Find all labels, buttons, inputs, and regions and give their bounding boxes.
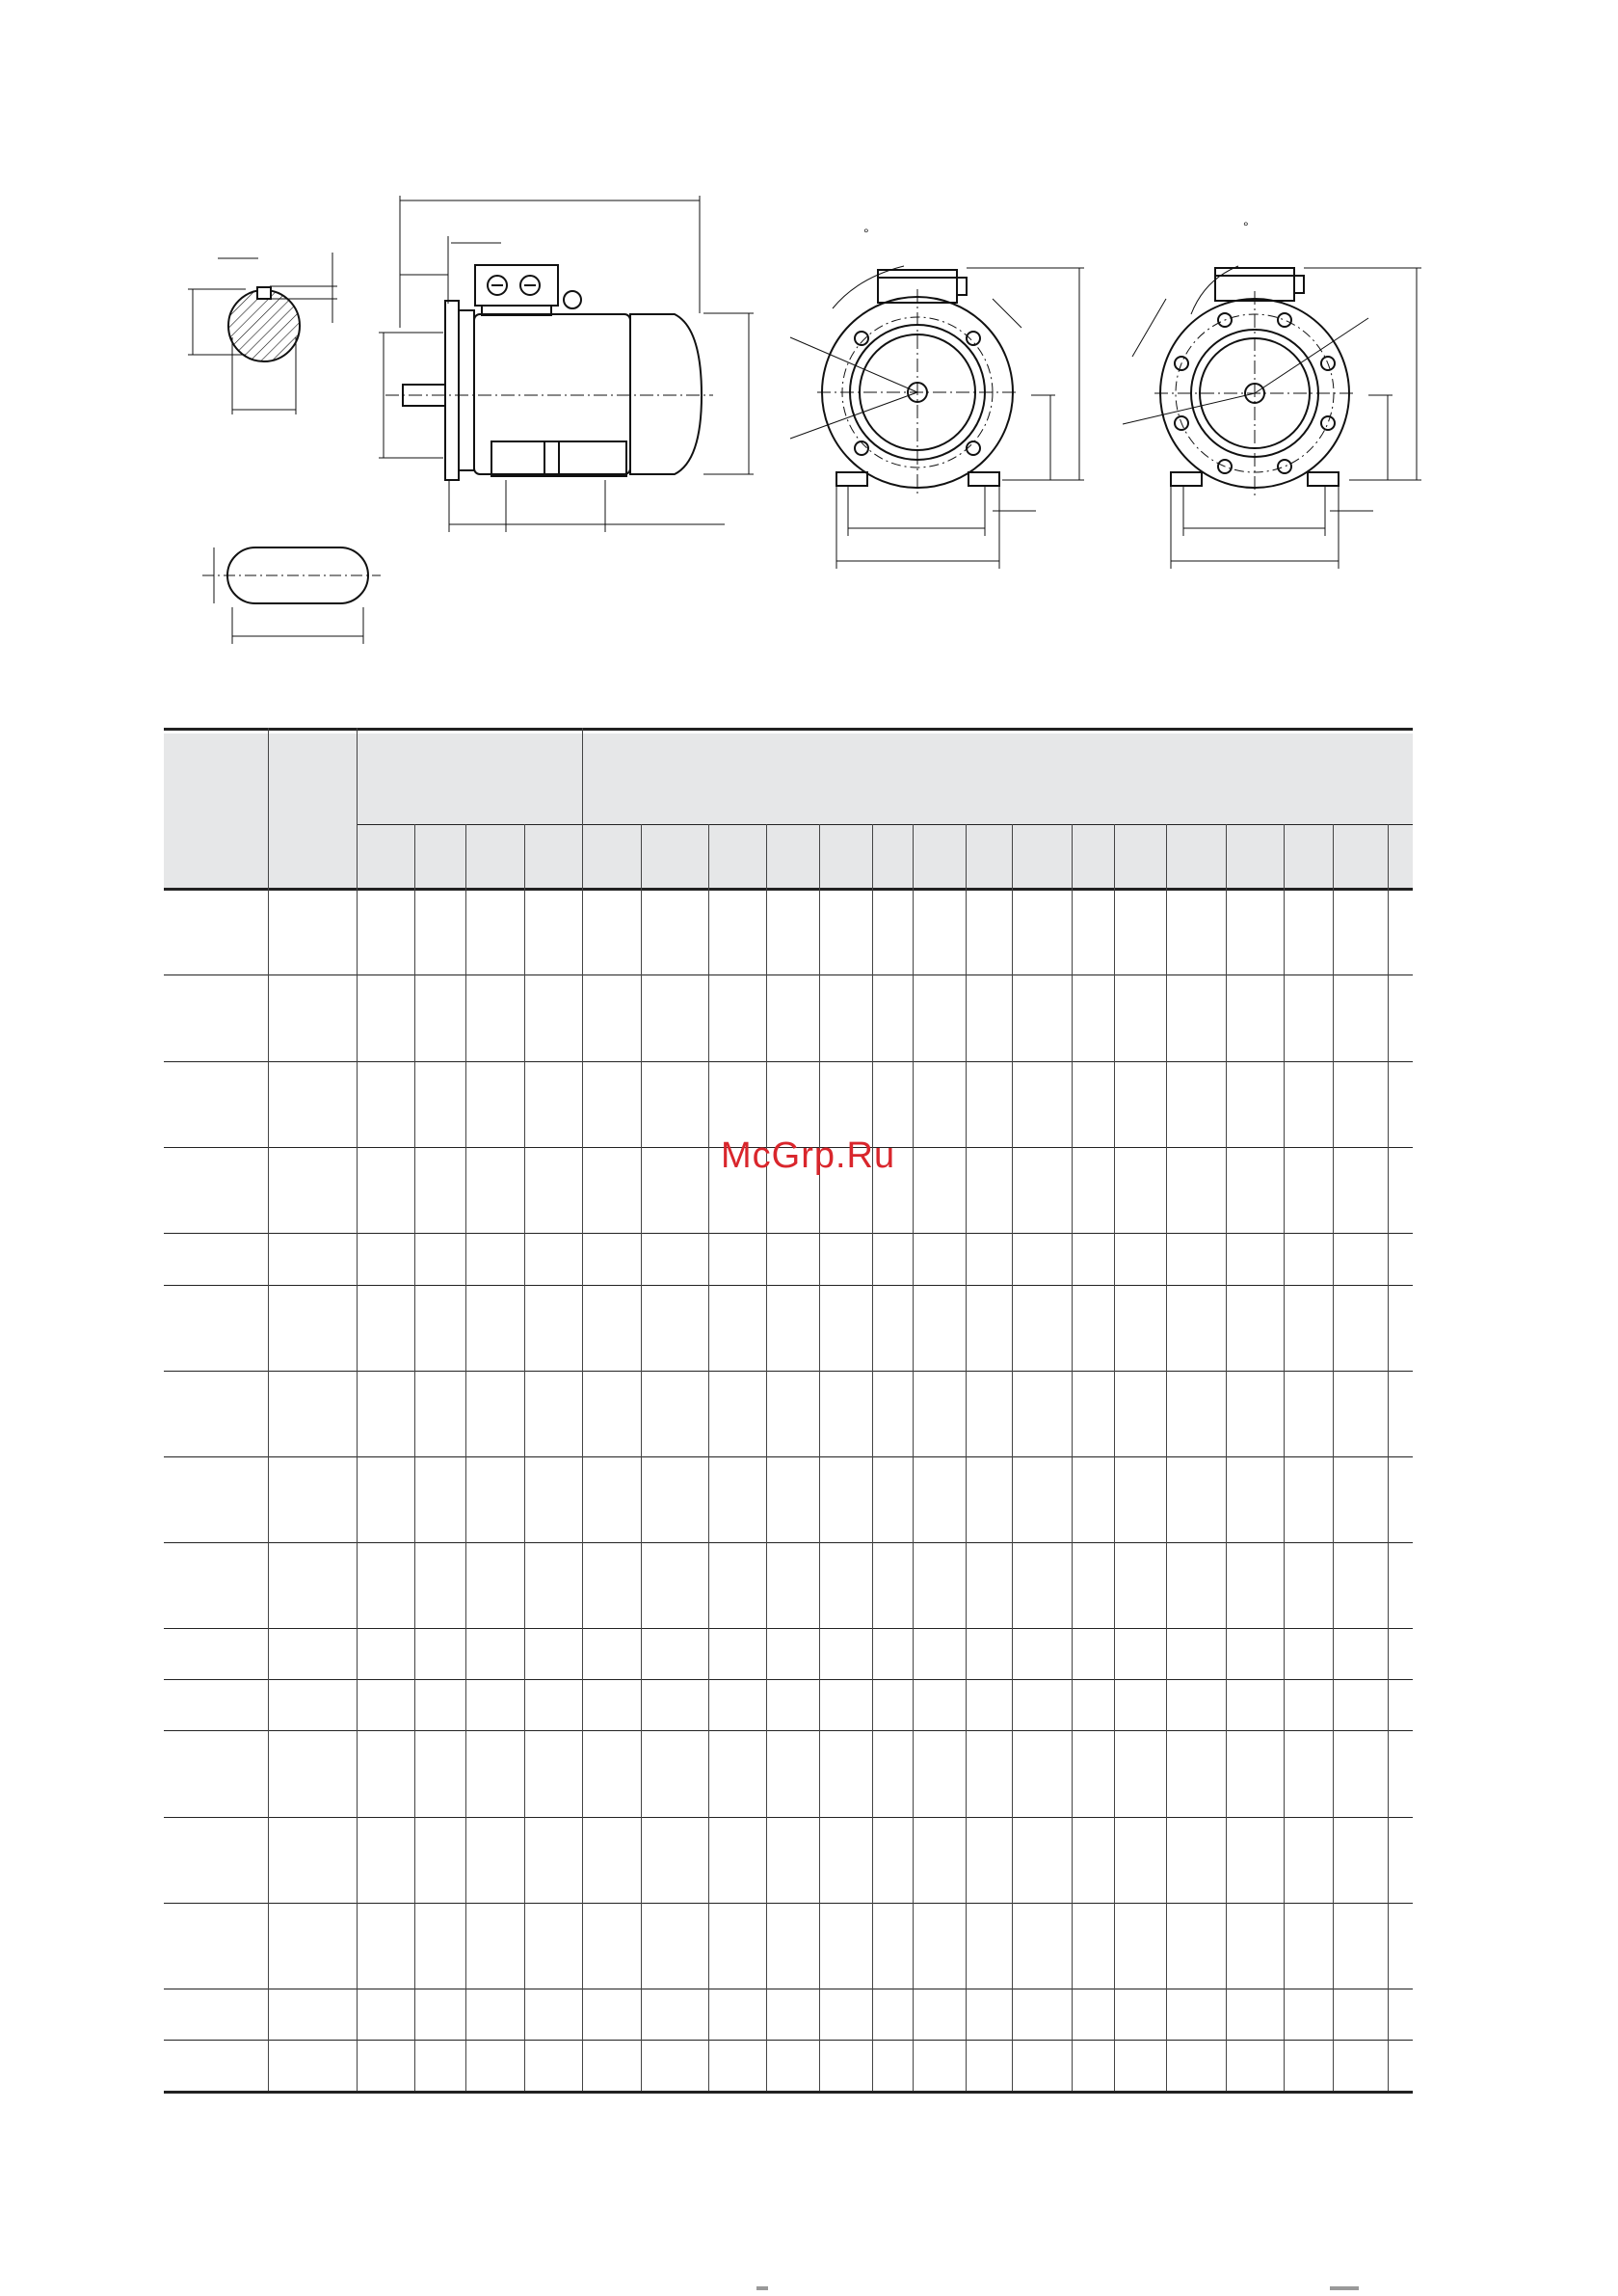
table-column-divider [357,728,358,2091]
table-column-divider [465,824,466,2091]
table-column-divider [966,824,967,2091]
table-column-divider [872,824,873,2091]
table-column-divider [1012,824,1013,2091]
table-column-divider [641,824,642,2091]
flange-front-view-8-holes [1123,266,1421,569]
table-rule [357,824,1413,825]
table-column-divider [414,824,415,2091]
table-column-divider [582,728,583,2091]
table-column-divider [819,824,820,2091]
table-rule [164,2091,1413,2094]
flange-front-view-4-holes [790,266,1084,569]
table-column-divider [1333,824,1334,2091]
motor-side-view [379,196,754,532]
angle-annotation-2: ° [1243,219,1249,234]
angle-annotation-1: ° [863,226,869,241]
table-column-divider [913,824,914,2091]
table-column-divider [268,728,269,2091]
table-column-divider [1166,824,1167,2091]
watermark: McGrp.Ru [721,1135,896,1176]
table-column-divider [524,824,525,2091]
shaft-cross-section [188,253,337,414]
table-column-divider [1072,824,1073,2091]
key-plan-view [202,547,381,644]
table-column-divider [1284,824,1285,2091]
table-rule [164,728,1413,731]
dimension-table [164,728,1413,2096]
footer-mark-right [1330,2286,1359,2290]
table-column-divider [708,824,709,2091]
motor-dimension-drawing [0,0,1618,694]
table-column-divider [1388,824,1389,2091]
table-column-divider [1114,824,1115,2091]
footer-mark-left [756,2286,768,2290]
table-column-divider [766,824,767,2091]
table-column-divider [1226,824,1227,2091]
